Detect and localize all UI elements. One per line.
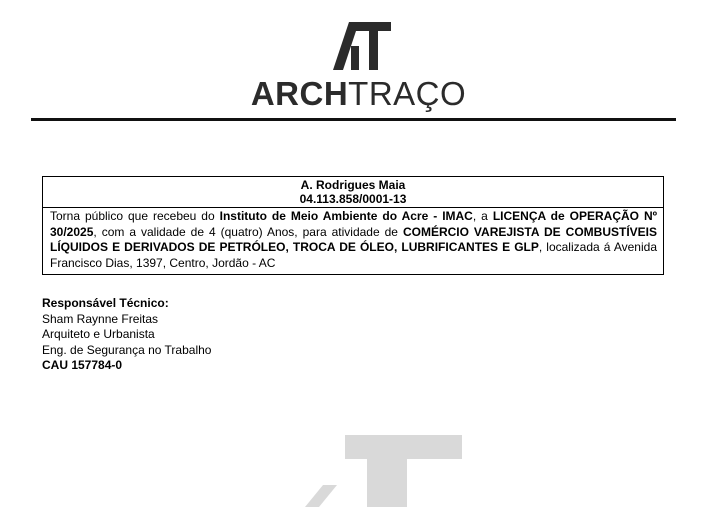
responsible-name: Sham Raynne Freitas <box>42 311 159 326</box>
license-activity: COMÉRCIO VAREJISTA DE COMBUSTÍVEIS LÍQUIDOS E DERIVADOS DE PETRÓLEO, TROCA DE ÓLEO, LUBRIFICANTES E GLP <box>50 224 658 254</box>
notice-body <box>43 208 663 271</box>
notice-text-4: , localizada á Avenida Francisco Dias, 1397, Centro, Jordão - AC <box>50 240 657 270</box>
company-name: A. Rodrigues Maia <box>300 178 406 192</box>
notice-text-1: Torna público que recebeu do <box>50 209 220 223</box>
notice-text-3: , com a validade de 4 (quatro) Anos, para atividade de <box>93 224 403 239</box>
company-cnpj: 04.113.858/0001-13 <box>299 192 407 206</box>
responsible-registration: CAU 157784-0 <box>42 358 123 372</box>
license-notice-box <box>42 176 664 275</box>
responsible-heading: Responsável Técnico: <box>42 296 169 310</box>
responsible-role-architect: Arquiteto e Urbanista <box>42 327 155 341</box>
header-divider <box>31 118 676 121</box>
logo-brand-light: TRAÇO <box>348 75 467 112</box>
notice-header <box>43 177 663 208</box>
license-number: LICENÇA de OPERAÇÃO Nº 30/2025 <box>50 209 657 239</box>
notice-text-2: , a <box>472 209 493 223</box>
institute-name: Instituto de Meio Ambiente do Acre - IMAC <box>219 209 473 223</box>
responsible-section <box>42 296 211 374</box>
responsible-role-safety-engineer: Eng. de Segurança no Trabalho <box>42 342 212 357</box>
archtraco-logo-text <box>0 74 717 114</box>
archtraco-logo-mark <box>333 22 391 70</box>
watermark-logo-mark <box>305 435 465 507</box>
logo-brand-bold: ARCH <box>250 75 349 112</box>
